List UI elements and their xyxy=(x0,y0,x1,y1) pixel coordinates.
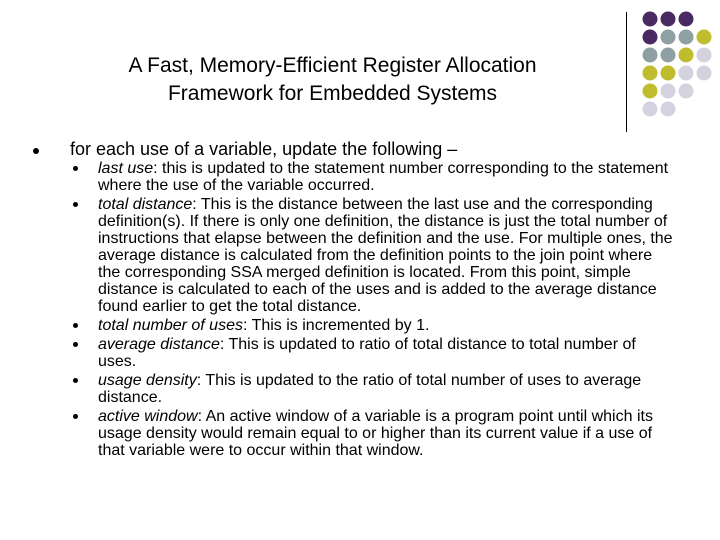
decorative-dot xyxy=(643,48,658,63)
sub-point-text: : An active window of a variable is a program point until which its usage density would remain equal to or higher than its current value if a use of that variable were to occur within that window. xyxy=(98,408,653,459)
title-line-2: Framework for Embedded Systems xyxy=(167,82,498,105)
decorative-dot xyxy=(679,30,694,45)
sub-point-term: usage density xyxy=(98,372,197,389)
sub-point-text: : This is the distance between the last use and the corresponding definition(s). If there is only one definition, the distance is just the total number of instructions that elapse between the definition and the use. For multiple ones, the average distance is calculated from the definition points to the join point where the corresponding SSA merged definition is located. From this point, simple distance is calculated to each of the uses and is added to the average distance found earlier to get the total distance. xyxy=(98,196,673,315)
decorative-dot xyxy=(643,12,658,27)
decorative-dot xyxy=(661,102,676,117)
sub-point-average-distance xyxy=(98,336,678,370)
bullet-icon xyxy=(33,148,39,154)
decorative-dot xyxy=(679,12,694,27)
decorative-dot xyxy=(697,30,712,45)
bullet-icon xyxy=(73,323,78,328)
sub-point-total-distance xyxy=(98,196,678,315)
sub-point-term: last use xyxy=(98,160,154,177)
main-point: for each use of a variable, update the following – xyxy=(70,139,458,159)
decorative-dot xyxy=(679,66,694,81)
sub-point-text: : This is updated to ratio of total distance to total number of uses. xyxy=(98,336,636,370)
decorative-dot xyxy=(661,30,676,45)
decorative-dot xyxy=(661,84,676,99)
sub-point-text: : this is updated to the statement number corresponding to the statement where the use of the variable occurred. xyxy=(98,160,669,194)
bullet-icon xyxy=(73,414,78,419)
bullet-icon xyxy=(73,378,78,383)
sub-point-list xyxy=(98,160,678,461)
bullet-icon xyxy=(73,166,78,171)
bullet-icon xyxy=(73,202,78,207)
decorative-dot xyxy=(697,48,712,63)
decorative-dot-grid xyxy=(0,0,720,150)
sub-point-term: total number of uses xyxy=(98,317,243,334)
sub-point-usage-density xyxy=(98,372,678,406)
decorative-dot xyxy=(679,84,694,99)
sub-point-last-use xyxy=(98,160,678,194)
sub-point-term: active window xyxy=(98,408,198,425)
bullet-icon xyxy=(73,342,78,347)
sub-point-active-window xyxy=(98,408,678,459)
decorative-dot xyxy=(661,48,676,63)
decorative-dot xyxy=(661,66,676,81)
decorative-dot xyxy=(643,84,658,99)
decorative-dot xyxy=(643,102,658,117)
decorative-dot xyxy=(643,66,658,81)
sub-point-text: : This is updated to the ratio of total number of uses to average distance. xyxy=(98,372,642,406)
title-line-1: A Fast, Memory-Efficient Register Allocation xyxy=(128,54,537,77)
decorative-dot xyxy=(679,48,694,63)
sub-point-term: average distance xyxy=(98,336,220,353)
sub-point-term: total distance xyxy=(98,196,193,213)
decorative-dot xyxy=(661,12,676,27)
sub-point-text: : This is incremented by 1. xyxy=(242,317,430,334)
decorative-dot xyxy=(697,66,712,81)
decorative-dot xyxy=(643,30,658,45)
sub-point-total-number-of-uses xyxy=(98,317,678,334)
